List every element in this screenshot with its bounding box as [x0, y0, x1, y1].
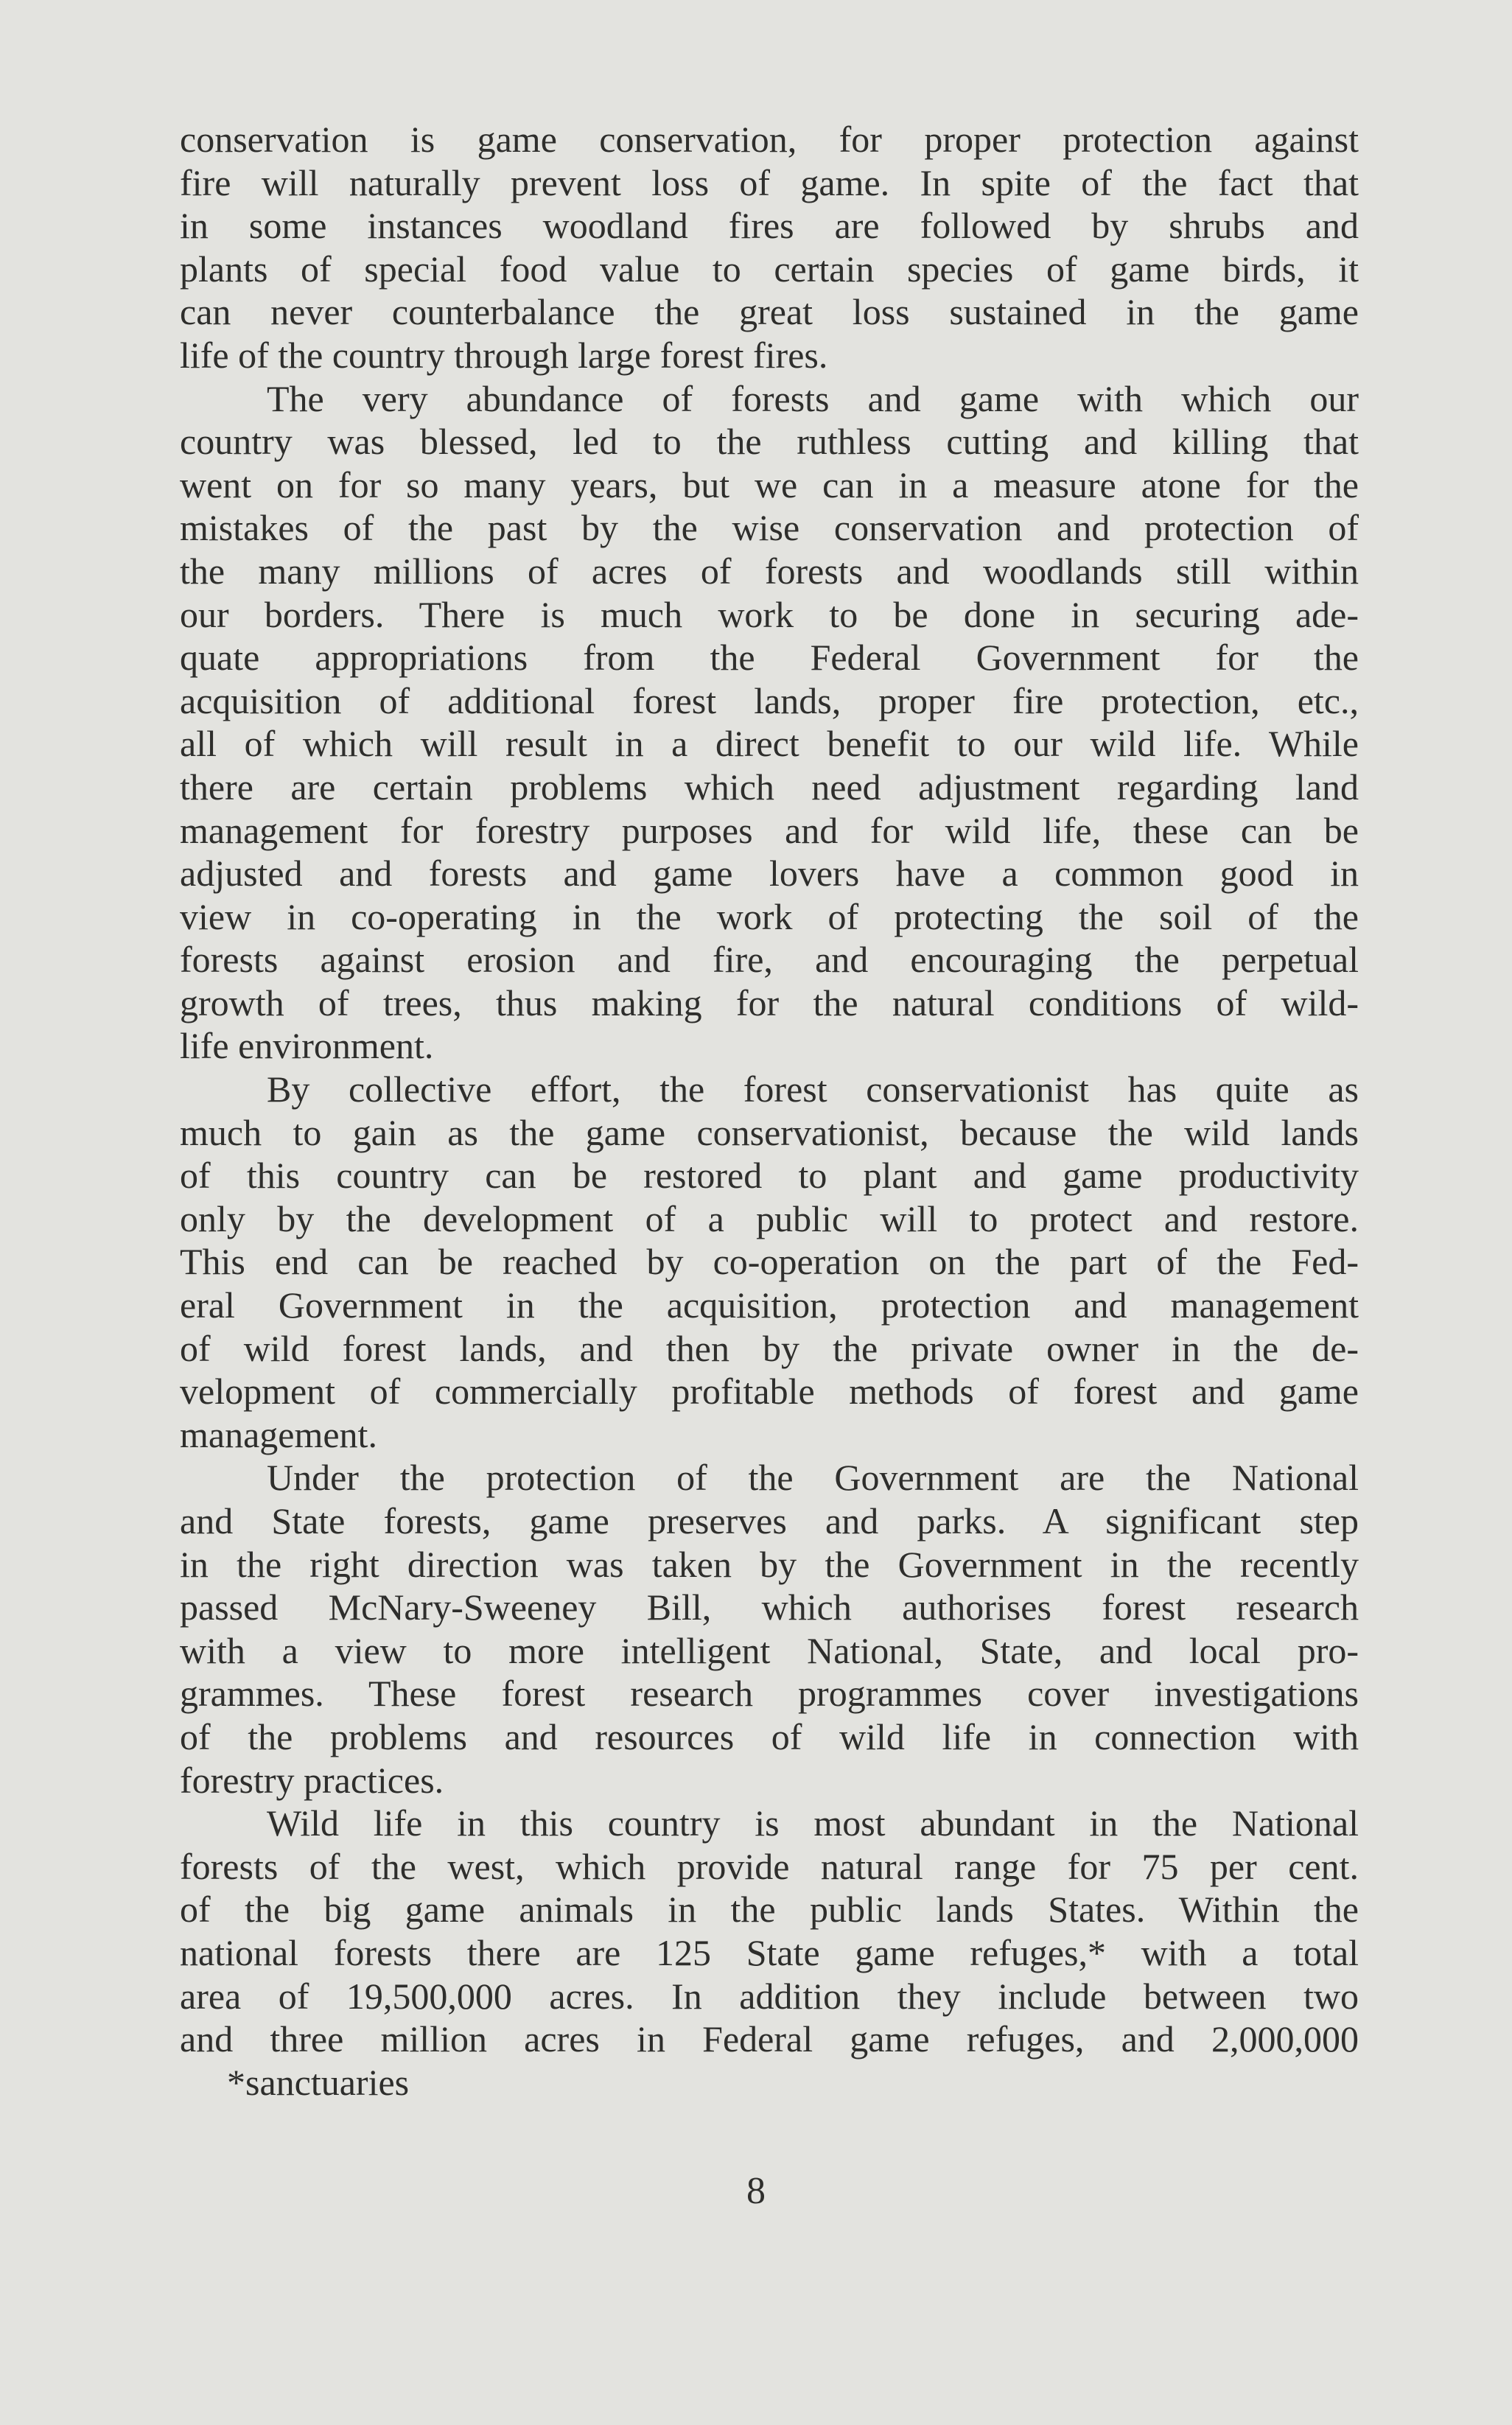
- text-line: and three million acres in Federal game refuges, and 2,000,000: [180, 2018, 1359, 2060]
- text-line: fire will naturally prevent loss of game. In spite of the fact that: [180, 161, 1359, 203]
- text-line: much to gain as the game conservationist, because the wild lands: [180, 1111, 1359, 1153]
- paragraph: [180, 1068, 1359, 1456]
- text-line: our borders. There is much work to be done in securing ade-: [180, 593, 1359, 635]
- text-line: all of which will result in a direct benefit to our wild life. While: [180, 723, 1359, 765]
- text-line: only by the development of a public will to protect and restore.: [180, 1197, 1359, 1239]
- text-line: By collective effort, the forest conservationist has quite as: [267, 1068, 1359, 1110]
- text-line: in some instances woodland fires are followed by shrubs and: [180, 205, 1359, 247]
- text-line: went on for so many years, but we can in a measure atone for the: [180, 463, 1359, 505]
- paragraph: [180, 118, 1359, 377]
- text-line: national forests there are 125 State game refuges,* with a total: [180, 1931, 1359, 1973]
- text-line: grammes. These forest research programmes cover investigations: [180, 1673, 1359, 1715]
- text-line: with a view to more intelligent National, State, and local pro-: [180, 1629, 1359, 1671]
- text-line: life of the country through large forest fires.: [180, 334, 828, 376]
- text-line: mistakes of the past by the wise conservation and protection of: [180, 507, 1359, 549]
- text-line: plants of special food value to certain species of game birds, it: [180, 248, 1359, 290]
- paragraph: [180, 1456, 1359, 1802]
- text-line: view in co-operating in the work of protecting the soil of the: [180, 895, 1359, 937]
- text-line: in the right direction was taken by the Government in the recently: [180, 1543, 1359, 1585]
- text-line: passed McNary-Sweeney Bill, which authorises forest research: [180, 1586, 1359, 1628]
- page-number: 8: [746, 2170, 766, 2212]
- text-line: forests against erosion and fire, and encouraging the perpetual: [180, 939, 1359, 981]
- body-text: [180, 118, 1359, 2104]
- text-line: forestry practices.: [180, 1759, 444, 1801]
- text-line: adjusted and forests and game lovers have a common good in: [180, 853, 1359, 895]
- paragraph: [180, 377, 1359, 1068]
- text-line: of this country can be restored to plant and game productivity: [180, 1155, 1359, 1197]
- text-line: management for forestry purposes and for wild life, these can be: [180, 809, 1359, 851]
- text-line: life environment.: [180, 1025, 434, 1067]
- paragraph: [180, 1802, 1359, 2061]
- text-line: velopment of commercially profitable methods of forest and game: [180, 1371, 1359, 1413]
- text-line: Under the protection of the Government are the National: [267, 1457, 1359, 1499]
- text-line: Wild life in this country is most abundant in the National: [267, 1802, 1359, 1844]
- text-line: This end can be reached by co-operation on the part of the Fed-: [180, 1241, 1359, 1283]
- text-line: of the problems and resources of wild life in connection with: [180, 1715, 1359, 1757]
- text-line: growth of trees, thus making for the natural conditions of wild-: [180, 981, 1359, 1023]
- text-line: management.: [180, 1413, 377, 1455]
- text-line: can never counterbalance the great loss sustained in the game: [180, 291, 1359, 333]
- text-line: of wild forest lands, and then by the private owner in the de-: [180, 1327, 1359, 1369]
- text-line: quate appropriations from the Federal Government for the: [180, 637, 1359, 679]
- text-line: acquisition of additional forest lands, proper fire protection, etc.,: [180, 679, 1359, 721]
- text-line: of the big game animals in the public lands States. Within the: [180, 1889, 1359, 1931]
- text-line: and State forests, game preserves and parks. A significant step: [180, 1500, 1359, 1542]
- text-line: eral Government in the acquisition, protection and management: [180, 1284, 1359, 1326]
- text-line: forests of the west, which provide natural range for 75 per cent.: [180, 1845, 1359, 1887]
- text-line: the many millions of acres of forests and woodlands still within: [180, 550, 1359, 592]
- text-line: country was blessed, led to the ruthless cutting and killing that: [180, 421, 1359, 463]
- text-line: area of 19,500,000 acres. In addition they include between two: [180, 1975, 1359, 2017]
- text-line: conservation is game conservation, for proper protection against: [180, 119, 1359, 160]
- text-line: there are certain problems which need adjustment regarding land: [180, 766, 1359, 808]
- footnote: *sanctuaries: [227, 2061, 410, 2103]
- text-line: The very abundance of forests and game with which our: [267, 377, 1359, 419]
